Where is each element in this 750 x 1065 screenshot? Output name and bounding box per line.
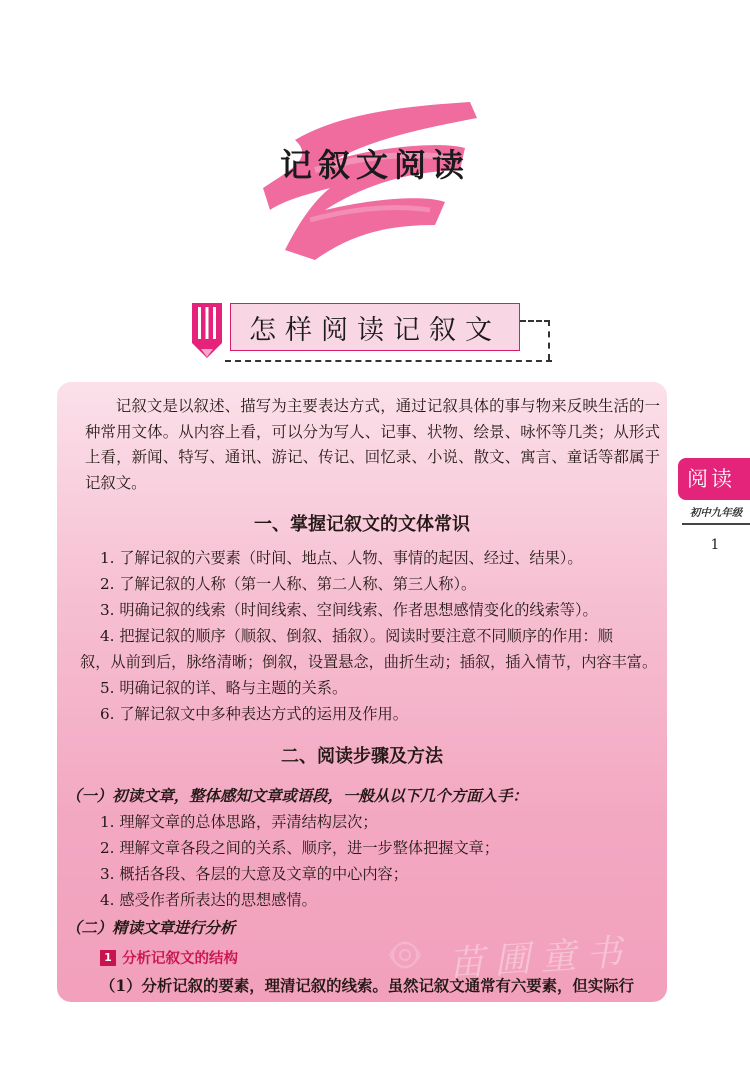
subsection-one-item: 1. 理解文章的总体思路，弄清结构层次；: [100, 813, 378, 831]
side-tab-grade: 初中九年级: [689, 507, 743, 519]
subsection-one-item: 4. 感受作者所表达的思想感情。: [100, 891, 317, 909]
part1-item: 2. 了解记叙的人称（第一人称、第二人称、第三人称）。: [100, 575, 477, 593]
structure-heading-label: 分析记叙文的结构: [122, 951, 238, 967]
watermark-text: 苗圃童书: [447, 931, 634, 986]
side-tab-divider: [682, 523, 750, 525]
structure-heading: [100, 947, 238, 968]
page-number: 1: [710, 537, 720, 553]
pencil-icon: [190, 301, 224, 359]
subsection-two-heading: （二）精读文章进行分析: [66, 919, 236, 937]
banner-dash-right: [520, 320, 550, 360]
subsection-one-heading: （一）初读文章，整体感知文章或语段，一般从以下几个方面入手：: [66, 787, 528, 805]
part1-item: 5. 明确记叙的详、略与主题的关系。: [100, 679, 348, 697]
number-badge: 1: [100, 950, 116, 966]
part1-item: 4. 把握记叙的顺序（顺叙、倒叙、插叙）。阅读时要注意不同顺序的作用：顺: [100, 627, 613, 645]
banner-dash-bottom: [225, 360, 552, 362]
subsection-one-item: 2. 理解文章各段之间的关系、顺序，进一步整体把握文章；: [100, 839, 500, 857]
intro-paragraph: 记叙文是以叙述、描写为主要表达方式，通过记叙具体的事与物来反映生活的一种常用文体。从内容上看，可以分为写人、记事、状物、绘景、咏怀等几类；从形式上看，新闻、特写、通讯、游记、传记、回忆录、小说、散文、寓言、童话等都属于记叙文。: [85, 397, 660, 492]
part1-item: 1. 了解记叙的六要素（时间、地点、人物、事情的起因、经过、结果）。: [100, 549, 583, 567]
part1-heading: 一、掌握记叙文的文体常识: [254, 514, 470, 535]
side-tab-reading: 阅读: [678, 458, 750, 500]
part1-item: 3. 明确记叙的线索（时间线索、空间线索、作者思想感情变化的线索等）。: [100, 601, 598, 619]
section-banner: 怎样阅读记叙文: [230, 303, 520, 351]
analysis-line: （1）分析记叙的要素，理清记叙的线索。虽然记叙文通常有六要素，但实际行: [100, 977, 634, 995]
part1-item: 6. 了解记叙文中多种表达方式的运用及作用。: [100, 705, 408, 723]
part1-item-continued: 叙，从前到后，脉络清晰；倒叙，设置悬念，曲折生动；插叙，插入情节，内容丰富。: [80, 653, 658, 671]
chapter-title: 记叙文阅读: [279, 146, 470, 184]
subsection-one-item: 3. 概括各段、各层的大意及文章的中心内容；: [100, 865, 408, 883]
part2-heading: 二、阅读步骤及方法: [281, 746, 443, 767]
